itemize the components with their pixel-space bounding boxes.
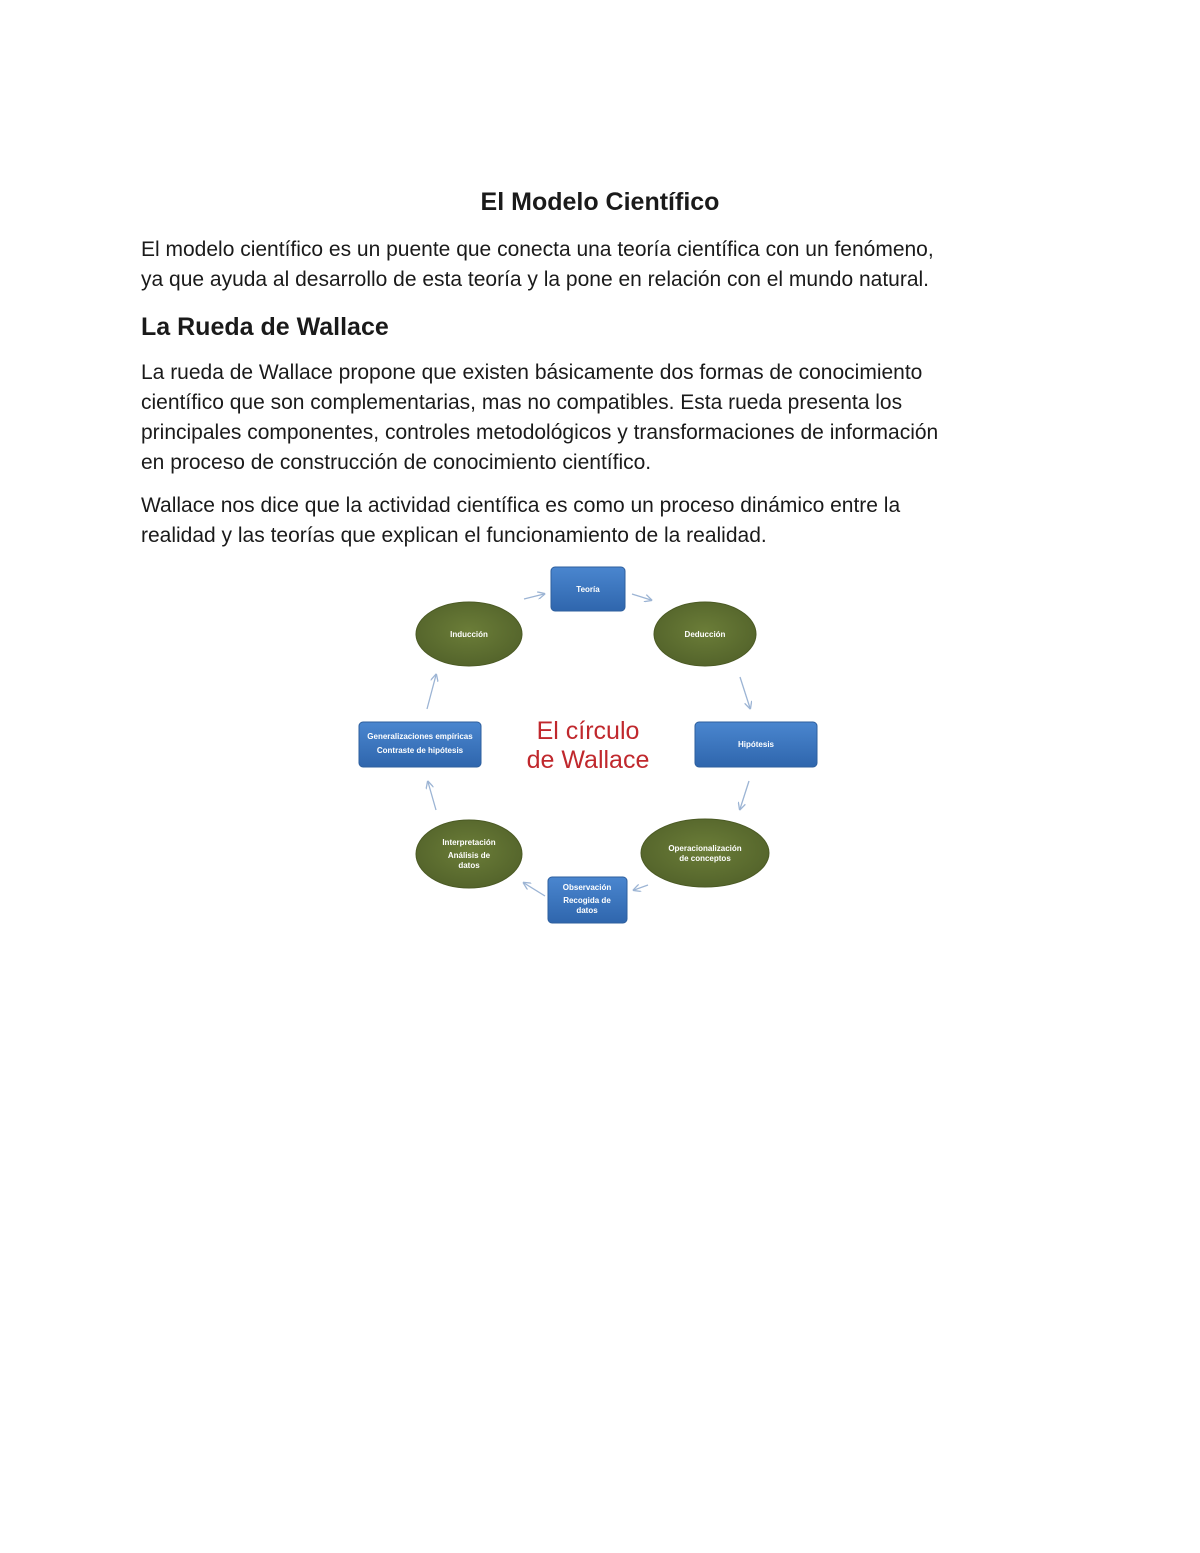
- node-hipotesis: [695, 722, 817, 767]
- node-label: datos: [576, 906, 598, 915]
- node-label: Generalizaciones empíricas: [367, 732, 473, 741]
- node-label: Inducción: [450, 630, 488, 639]
- node-label: Hipótesis: [737, 740, 775, 749]
- node-generalizaciones: [359, 722, 481, 767]
- text-line: realidad y las teorías que explican el funcionamiento de la realidad.: [141, 524, 767, 547]
- node-label: Análisis de: [447, 851, 491, 860]
- node-label: Teoría: [576, 585, 600, 594]
- intro-paragraph: [141, 235, 1061, 295]
- arrow-hipotesis-operacionalizacion: [740, 781, 749, 809]
- text-line: ya que ayuda al desarrollo de esta teoría y la pone en relación con el mundo natural.: [141, 268, 930, 291]
- arrow-induccion-teoria: [524, 594, 544, 599]
- node-label: de conceptos: [679, 854, 731, 863]
- diagram-center-title-line2: de Wallace: [526, 746, 650, 774]
- node-label: Interpretación: [442, 838, 496, 847]
- dynamics-paragraph: [141, 491, 1061, 551]
- wallace-circle-diagram: [352, 562, 864, 930]
- arrow-observacion-interpretacion: [524, 883, 545, 896]
- node-label: Observación: [562, 883, 612, 892]
- node-observacion: [548, 877, 627, 923]
- page-title: El Modelo Científico: [480, 188, 720, 216]
- text-line: principales componentes, controles metodológicos y transformaciones de información: [141, 421, 939, 444]
- section-heading: La Rueda de Wallace: [141, 313, 389, 341]
- node-label: Contraste de hipótesis: [376, 746, 464, 755]
- wallace-paragraph: [141, 358, 1061, 478]
- arrow-operacionalizacion-observacion: [634, 885, 648, 890]
- node-label: Deducción: [684, 630, 726, 639]
- arrow-teoria-deduccion: [632, 594, 651, 600]
- arrow-deduccion-hipotesis: [740, 677, 750, 708]
- arrow-interpretacion-generalizaciones: [428, 782, 436, 810]
- node-label: Operacionalización: [668, 844, 742, 853]
- text-line: Wallace nos dice que la actividad científica es como un proceso dinámico entre la: [141, 494, 901, 517]
- node-teoria: [551, 567, 625, 611]
- node-label: Recogida de: [563, 896, 611, 905]
- node-interpretacion: [416, 820, 522, 888]
- node-deduccion: [654, 602, 756, 666]
- node-operacionalizacion: [641, 819, 769, 887]
- text-line: científico que son complementarias, mas no compatibles. Esta rueda presenta los: [141, 391, 903, 414]
- text-line: La rueda de Wallace propone que existen básicamente dos formas de conocimiento: [141, 361, 923, 384]
- node-induccion: [416, 602, 522, 666]
- text-line: El modelo científico es un puente que conecta una teoría científica con un fenómeno,: [141, 238, 934, 261]
- diagram-center-title-line1: El círculo: [536, 717, 640, 745]
- node-label: datos: [458, 861, 480, 870]
- text-line: en proceso de construcción de conocimiento científico.: [141, 451, 652, 474]
- arrow-generalizaciones-induccion: [427, 675, 436, 709]
